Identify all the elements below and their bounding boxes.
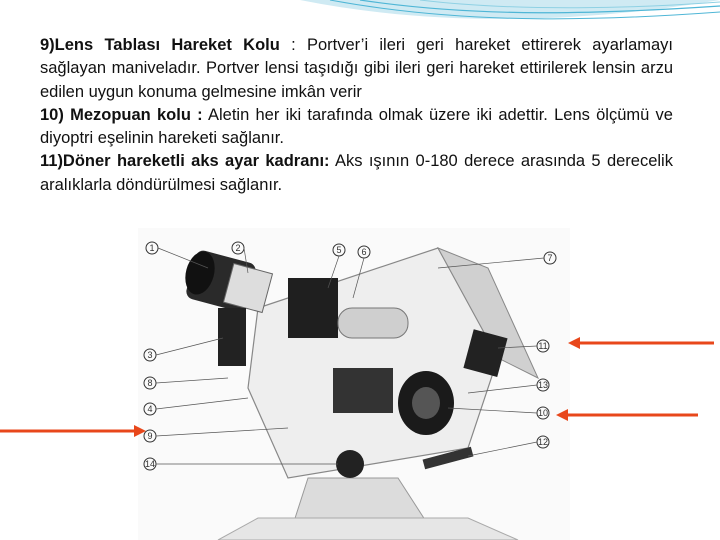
callout-7: 7: [547, 253, 553, 263]
callout-12: 12: [537, 437, 549, 447]
arrow-to-item-9: [0, 424, 146, 438]
lensmeter-photo: [138, 228, 570, 540]
callout-8: 8: [147, 378, 153, 388]
arrow-to-item-11: [568, 336, 714, 350]
paragraph-9: [40, 34, 673, 104]
callout-4: 4: [147, 404, 153, 414]
item-11-body: Aks ışının 0-180 derece arasında 5 derecelik aralıklarla döndürülmesi sağlanır.: [40, 152, 673, 194]
description-text: [40, 34, 673, 197]
item-10-body: Aletin her iki tarafında olmak üzere iki adettir. Lens ölçümü ve diyoptri eşelinin hareketi sağlanır.: [40, 105, 673, 148]
callout-13: 13: [537, 380, 549, 390]
callout-1: 1: [149, 243, 155, 253]
paragraph-11: [40, 150, 673, 197]
callout-5: 5: [336, 245, 342, 255]
paragraph-10: [40, 104, 673, 151]
callout-14: 14: [144, 459, 156, 469]
callout-6: 6: [361, 247, 367, 257]
arrow-to-item-10: [556, 408, 698, 422]
item-10-title: 10) Mezopuan kolu :: [40, 105, 203, 124]
callout-3: 3: [147, 350, 153, 360]
item-11-title: 11)Döner hareketli aks ayar kadranı:: [40, 152, 330, 171]
item-9-body: : Portver’i ileri geri hareket ettirerek ayarlamayı sağlayan maniveladır. Portver lensi taşıdığı gibi ileri geri hareket ettirilerek lensin arzu edilen uygun konuma gelmesine imkân verir: [40, 36, 673, 101]
callout-9: 9: [147, 431, 153, 441]
callout-10: 10: [537, 408, 549, 418]
item-9-title: 9)Lens Tablası Hareket Kolu: [40, 36, 280, 54]
callout-11: 11: [538, 341, 548, 351]
callout-2: 2: [235, 243, 241, 253]
